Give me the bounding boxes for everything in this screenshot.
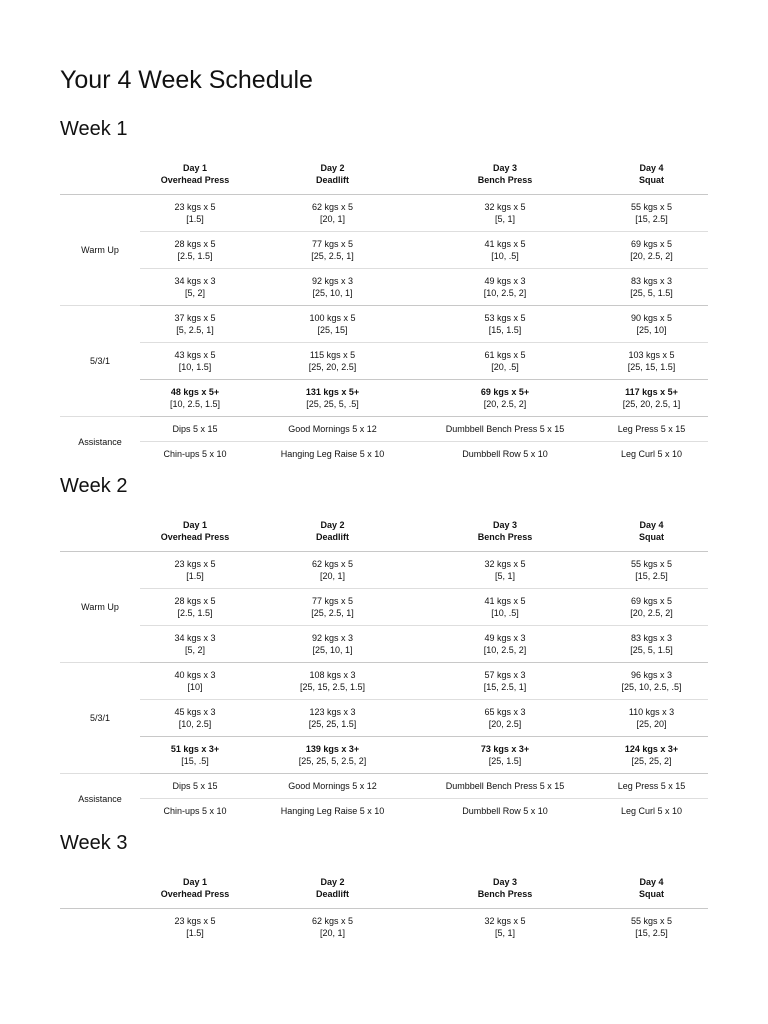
day-3-header: Day 3 Bench Press — [477, 163, 533, 185]
set-cell: 45 kgs x 3 [10, 2.5] — [140, 700, 250, 737]
week-3-table — [60, 868, 708, 946]
assistance-label: Assistance — [78, 436, 122, 447]
set-cell: 77 kgs x 5 [25, 2.5, 1] — [250, 232, 415, 269]
set-cell: 55 kgs x 5 [15, 2.5] — [630, 916, 673, 939]
set-cell: 49 kgs x 3 [10, 2.5, 2] — [415, 626, 595, 663]
table-row — [60, 343, 708, 380]
top-set-cell: 131 kgs x 5+ [25, 25, 5, .5] — [250, 380, 415, 417]
table-row — [60, 269, 708, 306]
day-1-header: Day 1 Overhead Press — [160, 877, 230, 899]
set-cell: 90 kgs x 5 [25, 10] — [595, 306, 708, 343]
set-cell: 123 kgs x 3 [25, 25, 1.5] — [250, 700, 415, 737]
set-cell: 53 kgs x 5 [15, 1.5] — [415, 306, 595, 343]
set-cell: 62 kgs x 5 [20, 1] — [311, 916, 354, 939]
set-cell: 103 kgs x 5 [25, 15, 1.5] — [595, 343, 708, 380]
assistance-cell: Good Mornings 5 x 12 — [250, 417, 415, 442]
top-set-cell: 48 kgs x 5+ [10, 2.5, 1.5] — [140, 380, 250, 417]
assistance-cell: Hanging Leg Raise 5 x 10 — [280, 449, 385, 460]
day-1-header: Day 1 Overhead Press — [160, 520, 230, 542]
day-2-header: Day 2 Deadlift — [315, 163, 349, 185]
assistance-cell: Leg Curl 5 x 10 — [620, 449, 683, 460]
day-3-header: Day 3 Bench Press — [477, 520, 533, 542]
day-3-header: Day 3 Bench Press — [477, 877, 533, 899]
set-cell: 37 kgs x 5 [5, 2.5, 1] — [140, 306, 250, 343]
table-row — [60, 663, 708, 700]
set-cell: 41 kgs x 5 [10, .5] — [415, 232, 595, 269]
table-row — [60, 195, 708, 232]
assistance-cell: Hanging Leg Raise 5 x 10 — [280, 806, 385, 817]
week-title: Week 2 — [60, 475, 128, 497]
table-row — [60, 417, 708, 442]
set-cell: 32 kgs x 5 [5, 1] — [484, 916, 526, 939]
set-cell: 62 kgs x 5 [20, 1] — [250, 552, 415, 589]
assistance-cell: Leg Press 5 x 15 — [595, 417, 708, 442]
assistance-cell: Leg Press 5 x 15 — [595, 774, 708, 799]
row-label-header — [60, 154, 140, 195]
set-cell: 28 kgs x 5 [2.5, 1.5] — [140, 589, 250, 626]
day-4-header: Day 4 Squat — [638, 163, 664, 185]
set-cell: 32 kgs x 5 [5, 1] — [415, 195, 595, 232]
top-set-cell: 51 kgs x 3+ [15, .5] — [140, 737, 250, 774]
set-cell: 28 kgs x 5 [2.5, 1.5] — [140, 232, 250, 269]
table-row — [60, 774, 708, 799]
set-cell: 62 kgs x 5 [20, 1] — [250, 195, 415, 232]
set-cell: 34 kgs x 3 [5, 2] — [140, 626, 250, 663]
page-title: Your 4 Week Schedule — [60, 66, 313, 94]
set-cell: 69 kgs x 5 [20, 2.5, 2] — [595, 232, 708, 269]
set-cell: 77 kgs x 5 [25, 2.5, 1] — [250, 589, 415, 626]
set-cell: 115 kgs x 5 [25, 20, 2.5] — [250, 343, 415, 380]
set-cell: 57 kgs x 3 [15, 2.5, 1] — [415, 663, 595, 700]
set-cell: 100 kgs x 5 [25, 15] — [250, 306, 415, 343]
table-row — [60, 380, 708, 417]
table-row — [60, 626, 708, 663]
assistance-cell: Leg Curl 5 x 10 — [620, 806, 683, 817]
day-4-header: Day 4 Squat — [638, 520, 664, 542]
warmup-label: Warm Up — [60, 195, 140, 306]
table-row — [60, 442, 708, 467]
set-cell: 83 kgs x 3 [25, 5, 1.5] — [595, 269, 708, 306]
row-label-header — [60, 868, 140, 909]
assistance-cell: Chin-ups 5 x 10 — [163, 806, 227, 817]
set-cell: 69 kgs x 5 [20, 2.5, 2] — [595, 589, 708, 626]
assistance-cell: Dumbbell Bench Press 5 x 15 — [415, 417, 595, 442]
table-header-row — [60, 154, 708, 195]
set-cell: 110 kgs x 3 [25, 20] — [595, 700, 708, 737]
week-2-table — [60, 511, 708, 824]
week-title: Week 1 — [60, 118, 128, 140]
main-sets-label: 5/3/1 — [60, 306, 140, 417]
top-set-cell: 73 kgs x 3+ [25, 1.5] — [415, 737, 595, 774]
set-cell: 49 kgs x 3 [10, 2.5, 2] — [415, 269, 595, 306]
warmup-label: Warm Up — [60, 552, 140, 663]
assistance-cell: Dips 5 x 15 — [140, 774, 250, 799]
top-set-cell: 124 kgs x 3+ [25, 25, 2] — [595, 737, 708, 774]
top-set-cell: 117 kgs x 5+ [25, 20, 2.5, 1] — [595, 380, 708, 417]
set-cell: 55 kgs x 5 [15, 2.5] — [595, 552, 708, 589]
assistance-cell: Good Mornings 5 x 12 — [250, 774, 415, 799]
set-cell: 43 kgs x 5 [10, 1.5] — [140, 343, 250, 380]
set-cell: 92 kgs x 3 [25, 10, 1] — [250, 626, 415, 663]
day-1-header: Day 1 Overhead Press — [160, 163, 230, 185]
set-cell: 83 kgs x 3 [25, 5, 1.5] — [595, 626, 708, 663]
week-1-table — [60, 154, 708, 467]
assistance-label: Assistance — [78, 793, 122, 804]
set-cell: 23 kgs x 5 [1.5] — [140, 195, 250, 232]
week-title: Week 3 — [60, 832, 128, 854]
row-label-header — [60, 511, 140, 552]
set-cell: 96 kgs x 3 [25, 10, 2.5, .5] — [595, 663, 708, 700]
table-row — [60, 799, 708, 824]
set-cell: 34 kgs x 3 [5, 2] — [140, 269, 250, 306]
top-set-cell: 139 kgs x 3+ [25, 25, 5, 2.5, 2] — [250, 737, 415, 774]
set-cell: 41 kgs x 5 [10, .5] — [415, 589, 595, 626]
main-sets-label: 5/3/1 — [60, 663, 140, 774]
table-header-row — [60, 511, 708, 552]
set-cell: 92 kgs x 3 [25, 10, 1] — [250, 269, 415, 306]
assistance-cell: Dips 5 x 15 — [140, 417, 250, 442]
day-4-header: Day 4 Squat — [638, 877, 664, 899]
table-row — [60, 232, 708, 269]
assistance-cell: Chin-ups 5 x 10 — [163, 449, 227, 460]
assistance-cell: Dumbbell Row 5 x 10 — [462, 806, 548, 817]
set-cell: 40 kgs x 3 [10] — [140, 663, 250, 700]
set-cell: 108 kgs x 3 [25, 15, 2.5, 1.5] — [250, 663, 415, 700]
table-row — [60, 909, 708, 946]
table-row — [60, 552, 708, 589]
assistance-cell: Dumbbell Bench Press 5 x 15 — [415, 774, 595, 799]
assistance-cell: Dumbbell Row 5 x 10 — [462, 449, 548, 460]
set-cell: 55 kgs x 5 [15, 2.5] — [595, 195, 708, 232]
set-cell: 32 kgs x 5 [5, 1] — [415, 552, 595, 589]
table-row — [60, 589, 708, 626]
set-cell: 23 kgs x 5 [1.5] — [174, 916, 216, 939]
set-cell: 23 kgs x 5 [1.5] — [140, 552, 250, 589]
table-row — [60, 700, 708, 737]
day-2-header: Day 2 Deadlift — [315, 520, 349, 542]
day-2-header: Day 2 Deadlift — [315, 877, 349, 899]
set-cell: 61 kgs x 5 [20, .5] — [415, 343, 595, 380]
top-set-cell: 69 kgs x 5+ [20, 2.5, 2] — [415, 380, 595, 417]
table-row — [60, 306, 708, 343]
row-label-cell — [60, 909, 140, 946]
table-header-row — [60, 868, 708, 909]
table-row — [60, 737, 708, 774]
set-cell: 65 kgs x 3 [20, 2.5] — [415, 700, 595, 737]
